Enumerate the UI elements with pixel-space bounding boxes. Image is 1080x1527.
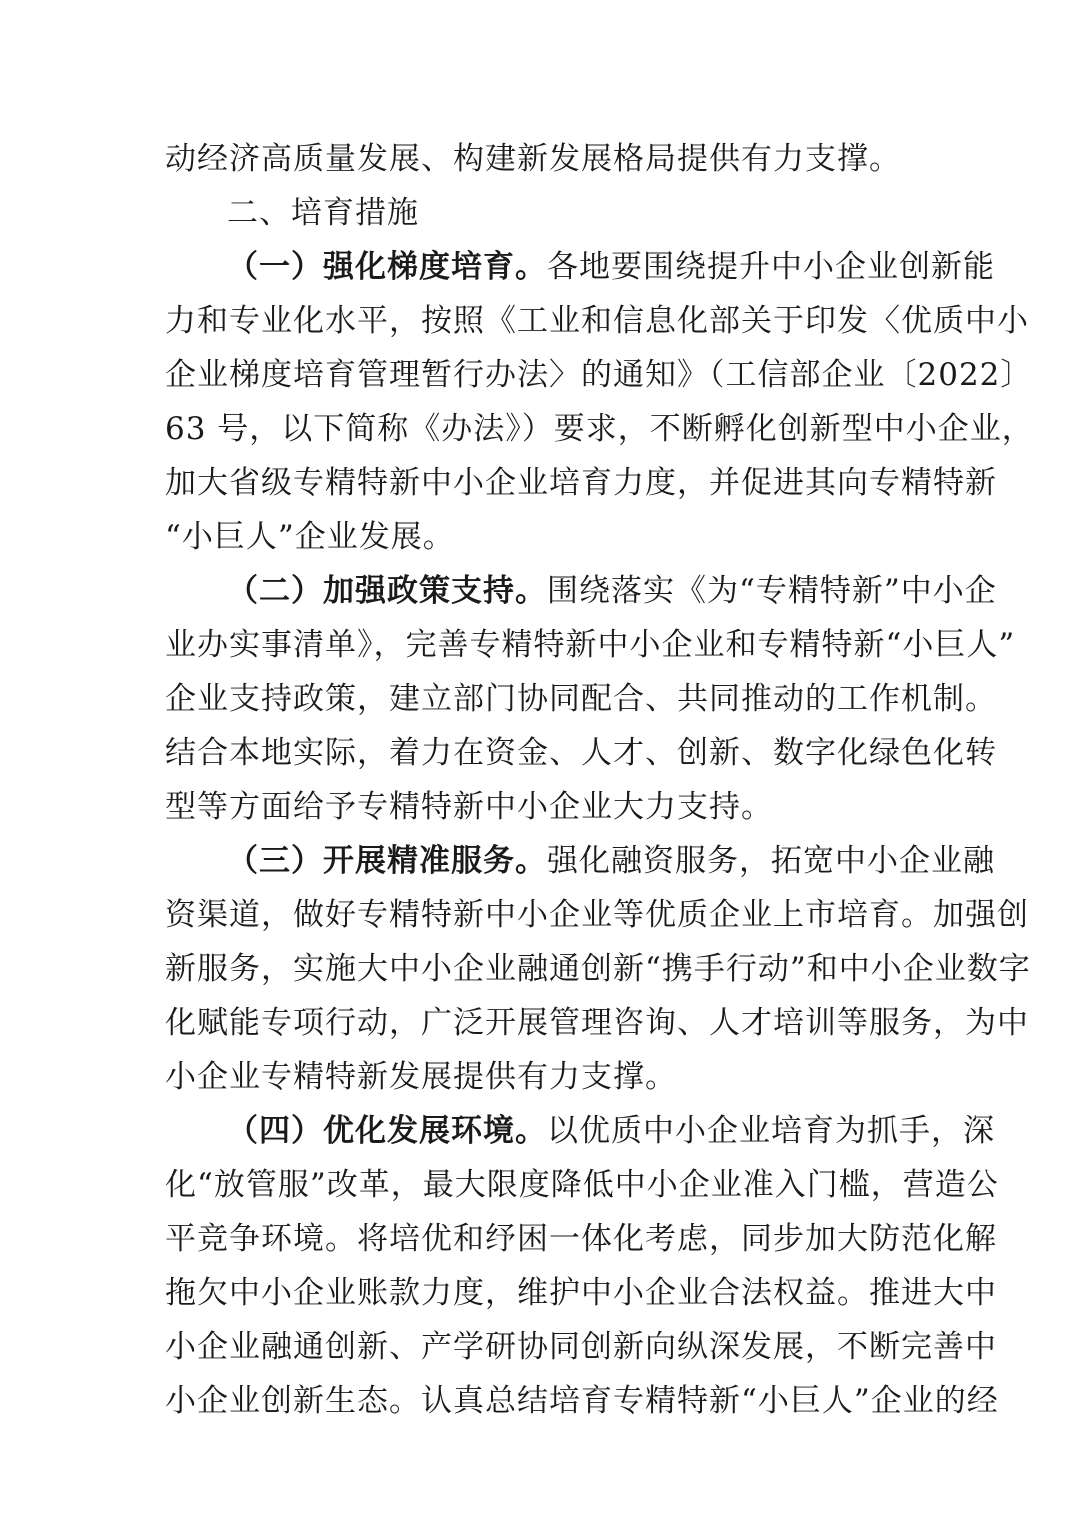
text-line: 化赋能专项行动，广泛开展管理咨询、人才培训等服务，为中: [165, 1005, 1029, 1041]
text-line: 强化融资服务，拓宽中小企业融: [547, 843, 995, 879]
paragraph-item3-first-line: [165, 834, 995, 888]
text-line: 结合本地实际，着力在资金、人才、创新、数字化绿色化转: [165, 735, 997, 771]
text-line: 型等方面给予专精特新中小企业大力支持。: [165, 789, 773, 825]
text-line: 63 号，以下简称《办法》）要求，不断孵化创新型中小企业，: [165, 411, 1034, 447]
text-line: “小巨人”企业发展。: [165, 519, 455, 555]
text-line: 资渠道，做好专精特新中小企业等优质企业上市培育。加强创: [165, 897, 1029, 933]
text-line: 以优质中小企业培育为抓手，深: [547, 1113, 995, 1149]
text-line: 小企业融通创新、产学研协同创新向纵深发展，不断完善中: [165, 1329, 997, 1365]
item3-title: （三）开展精准服务。: [227, 843, 547, 879]
item4-title: （四）优化发展环境。: [227, 1113, 547, 1149]
text-line: 新服务，实施大中小企业融通创新“携手行动”和中小企业数字: [165, 951, 1031, 987]
text-line: 小企业专精特新发展提供有力支撑。: [165, 1059, 677, 1095]
text-line: 加大省级专精特新中小企业培育力度，并促进其向专精特新: [165, 465, 997, 501]
paragraph-item4-first-line: [165, 1104, 995, 1158]
text-line: 企业支持政策，建立部门协同配合、共同推动的工作机制。: [165, 681, 997, 717]
text-line: 业办实事清单》，完善专精特新中小企业和专精特新“小巨人”: [165, 627, 1016, 663]
text-line: 力和专业化水平，按照《工业和信息化部关于印发〈优质中小: [165, 303, 1029, 339]
text-line: 平竞争环境。将培优和纾困一体化考虑，同步加大防范化解: [165, 1221, 997, 1257]
item2-title: （二）加强政策支持。: [227, 573, 547, 609]
text-line: 动经济高质量发展、构建新发展格局提供有力支撑。: [165, 141, 901, 177]
section-heading: 二、培育措施: [227, 195, 419, 231]
text-line: 小企业创新生态。认真总结培育专精特新“小巨人”企业的经: [165, 1383, 999, 1419]
text-line: 围绕落实《为“专精特新”中小企: [547, 573, 997, 609]
paragraph-item1-first-line: [165, 240, 995, 294]
text-line: 企业梯度培育管理暂行办法〉的通知》（工信部企业〔2022〕: [165, 357, 1033, 393]
item1-title: （一）强化梯度培育。: [227, 249, 547, 285]
paragraph-item2-first-line: [165, 564, 997, 618]
text-line: 各地要围绕提升中小企业创新能: [547, 249, 995, 285]
body-text: [165, 132, 1034, 1428]
text-line: 拖欠中小企业账款力度，维护中小企业合法权益。推进大中: [165, 1275, 997, 1311]
text-line: 化“放管服”改革，最大限度降低中小企业准入门槛，营造公: [165, 1167, 999, 1203]
